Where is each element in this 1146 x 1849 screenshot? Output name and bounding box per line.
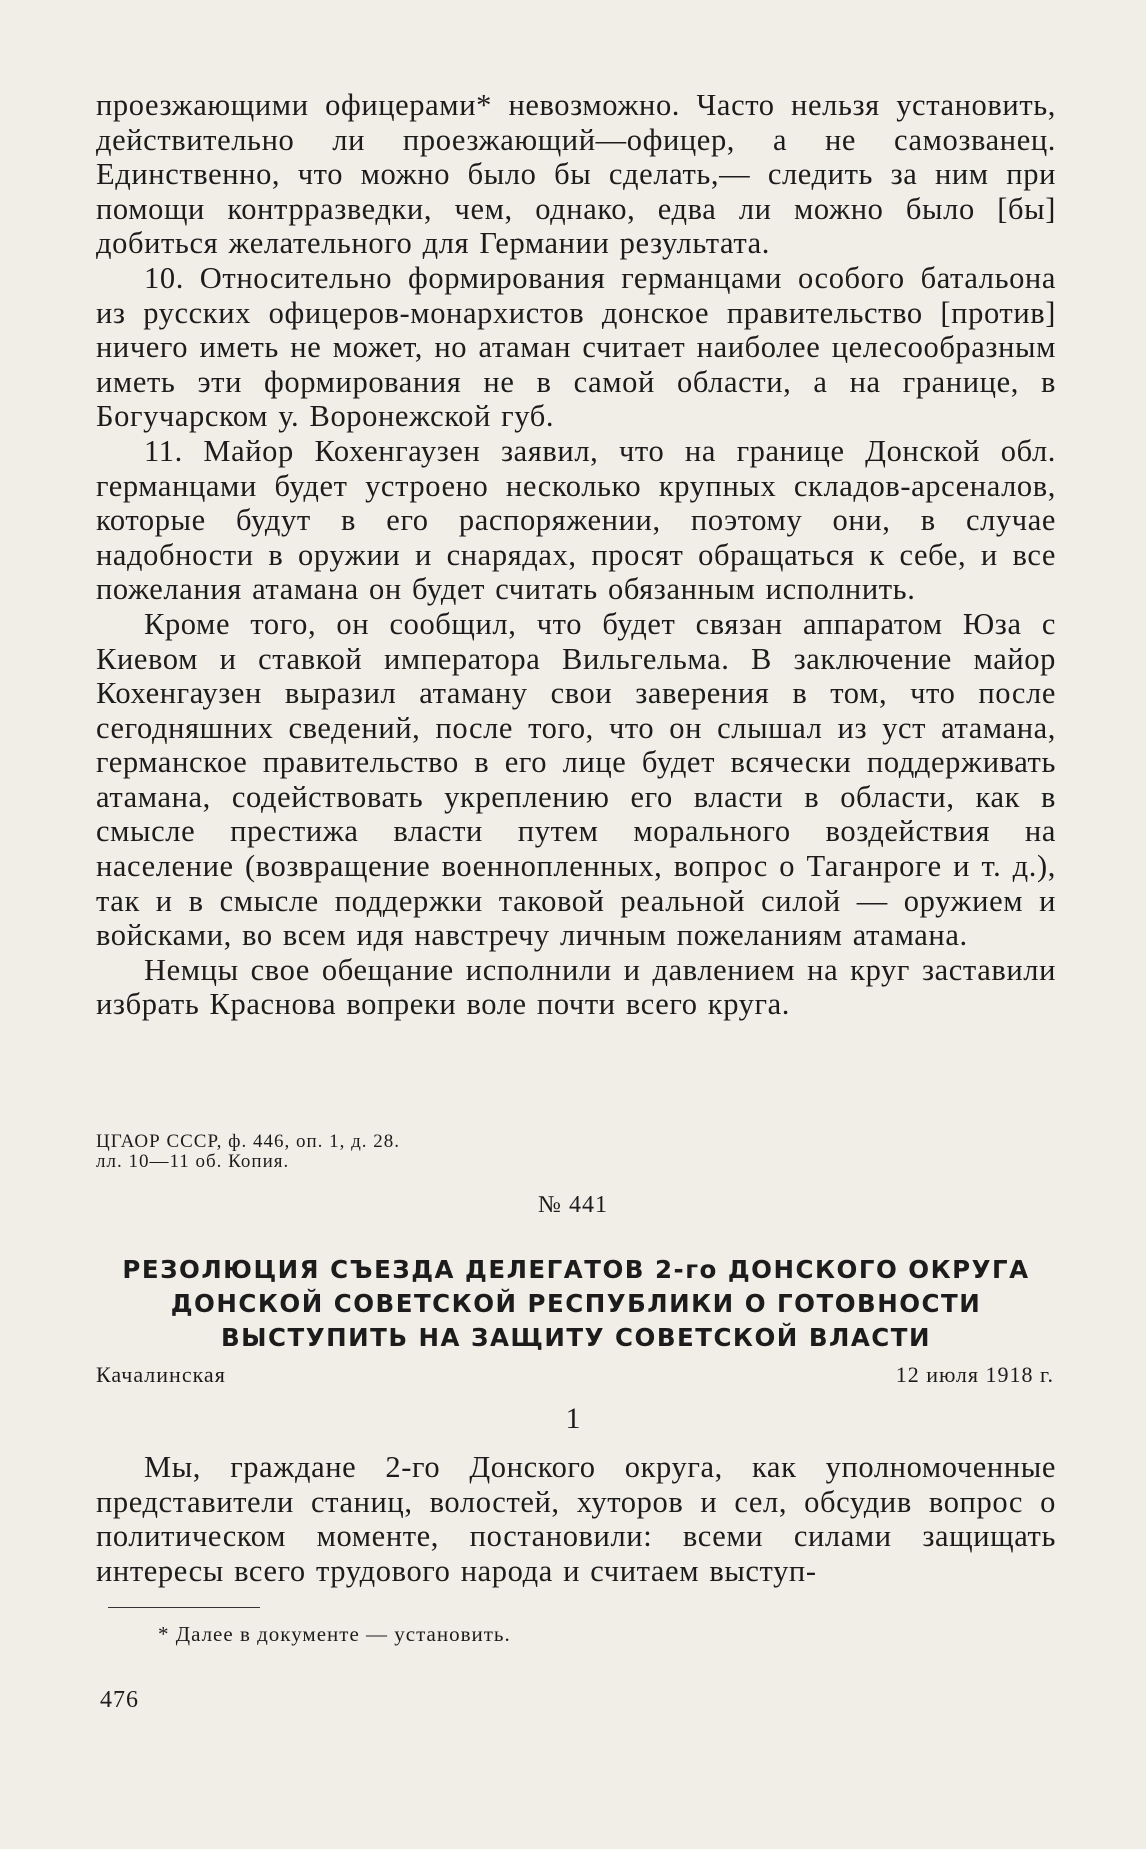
- document-number: № 441: [538, 1192, 608, 1218]
- resolution-paragraph: Мы, граждане 2-го Донского округа, как уполномоченные представители станиц, волостей, хуторов и сел, обсудив вопрос о политическом моменте, постановили: всеми силами защищать интересы всего трудового народа и считаем выступ-: [96, 1450, 1056, 1588]
- document-title-line-1: РЕЗОЛЮЦИЯ СЪЕЗДА ДЕЛЕГАТОВ 2-го ДОНСКОГО ОКРУГА: [122, 1255, 1030, 1284]
- footnote-divider: [108, 1607, 260, 1608]
- paragraph-conclusion: Немцы свое обещание исполнили и давлением на круг заставили избрать Краснова вопреки воле почти всего круга.: [96, 952, 1056, 1022]
- footnote: * Далее в документе — установить.: [158, 1622, 511, 1646]
- document-title: [96, 1253, 1056, 1355]
- archive-line-1: ЦГАОР СССР, ф. 446, оп. 1, д. 28.: [96, 1131, 401, 1152]
- document-place: Качалинская: [96, 1362, 226, 1387]
- archive-line-2: лл. 10—11 об. Копия.: [96, 1151, 290, 1172]
- page-number: 476: [100, 1687, 139, 1713]
- paragraph-continuation: проезжающими офицерами* невозможно. Часто нельзя установить, действительно ли проезжающий—офицер, а не самозванец. Единственно, что можно было бы сделать,— следить за ним при помощи контрразведки, чем, однако, едва ли можно было [бы] добиться желательного для Германии результата.: [96, 88, 1056, 261]
- document-title-line-3: ВЫСТУПИТЬ НА ЗАЩИТУ СОВЕТСКОЙ ВЛАСТИ: [220, 1323, 932, 1352]
- document-date: 12 июля 1918 г.: [895, 1362, 1054, 1387]
- paragraph-item-11: 11. Майор Кохенгаузен заявил, что на границе Донской обл. германцами будет устроено несколько крупных складов-арсеналов, которые будут в его распоряжении, поэтому они, в случае надобности в оружии и снарядах, просят обращаться к себе, и все пожелания атамана он будет считать обязанным исполнить.: [96, 433, 1056, 607]
- archive-reference: [96, 1132, 616, 1172]
- paragraph-item-10: 10. Относительно формирования германцами особого батальона из русских офицеров-монархистов донское правительство [против] ничего иметь не может, но атаман считает наиболее целесообразным иметь эти формирования не в самой области, а на границе, в Богучарском у. Воронежской губ.: [96, 260, 1056, 434]
- paragraph-kohenhausen: Кроме того, он сообщил, что будет связан аппаратом Юза с Киевом и ставкой императора Вильгельма. В заключение майор Кохенгаузен выразил атаману свои заверения в том, что после сегодняшних сведений, после того, что он слышал из уст атамана, германское правительство в его лице будет всячески поддерживать атамана, содействовать укреплению его власти в области, как в смысле престижа власти путем морального воздействия на население (возвращение военнопленных, вопрос о Таганроге и т. д.), так и в смысле поддержки таковой реальной силой — оружием и войсками, во всем идя навстречу личным пожеланиям атамана.: [96, 606, 1056, 953]
- top-text: [96, 88, 1056, 1022]
- section-number: 1: [565, 1402, 581, 1435]
- resolution-text: [96, 1450, 1056, 1588]
- document-title-line-2: ДОНСКОЙ СОВЕТСКОЙ РЕСПУБЛИКИ О ГОТОВНОСТИ: [170, 1289, 982, 1318]
